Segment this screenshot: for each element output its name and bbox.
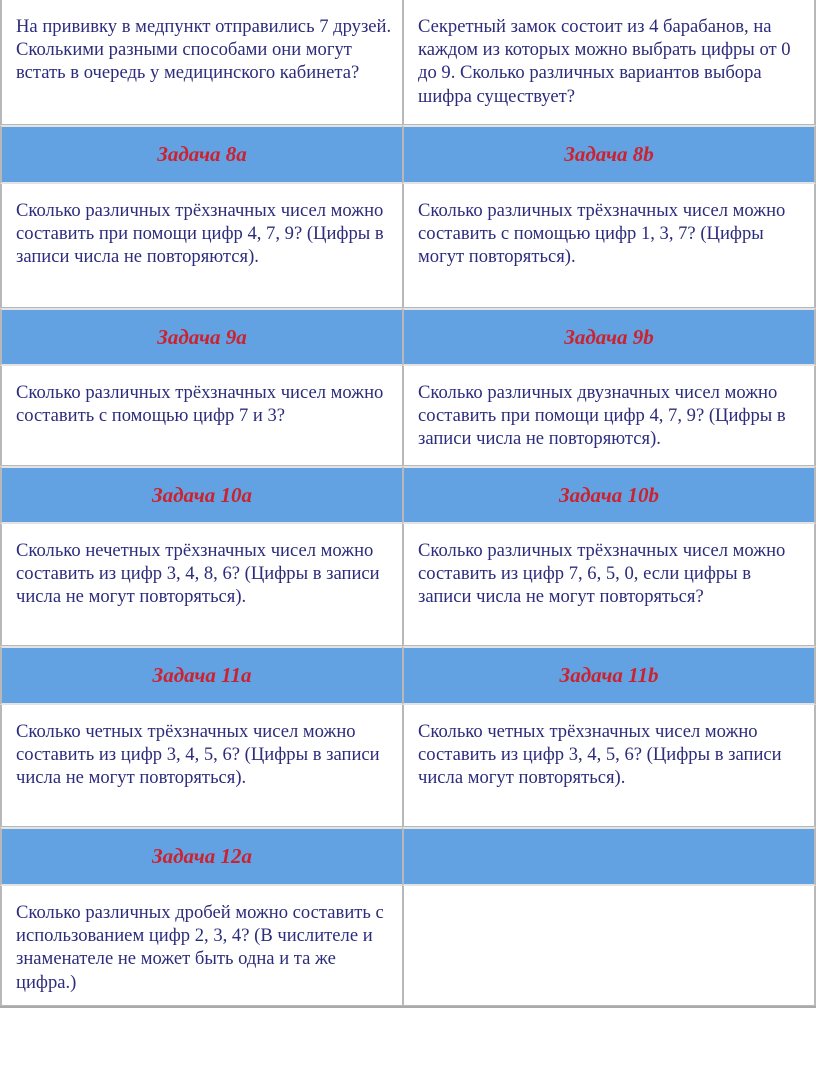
text-row-11: [0, 705, 816, 827]
header-row-9: [0, 308, 816, 366]
task-text-cell: Сколько четных трёхзначных чисел можно составить из цифр 3, 4, 5, 6? (Цифры в записи числа могут повторяться).: [402, 705, 816, 827]
task-header-8b: Задача 8b: [402, 125, 816, 184]
task-header-10b: Задача 10b: [402, 466, 816, 524]
task-header-10a: Задача 10a: [0, 466, 402, 524]
header-row-10: [0, 466, 816, 524]
task-text-cell: Сколько различных двузначных чисел можно составить при помощи цифр 4, 7, 9? (Цифры в записи числа не повторяются).: [402, 366, 816, 466]
task-text-cell: Сколько различных дробей можно составить с использованием цифр 2, 3, 4? (В числителе и знаменателе не может быть одна и та же цифра.): [0, 886, 402, 1006]
task-header-empty: [402, 827, 816, 886]
task-header-11a: Задача 11a: [0, 646, 402, 705]
task-text-cell: Сколько четных трёхзначных чисел можно составить из цифр 3, 4, 5, 6? (Цифры в записи числа не могут повторяться).: [0, 705, 402, 827]
task-header-9b: Задача 9b: [402, 308, 816, 366]
text-row-9: [0, 366, 816, 466]
task-text-cell: Сколько различных трёхзначных чисел можно составить при помощи цифр 4, 7, 9? (Цифры в записи числа не повторяются).: [0, 184, 402, 308]
task-text-cell: На прививку в медпункт отправились 7 друзей. Сколькими разными способами они могут встать в очередь у медицинского кабинета?: [0, 0, 402, 125]
task-header-9a: Задача 9a: [0, 308, 402, 366]
text-row-12: [0, 886, 816, 1006]
header-row-11: [0, 646, 816, 705]
header-row-12: [0, 827, 816, 886]
text-row-10: [0, 524, 816, 646]
header-row-8: [0, 125, 816, 184]
empty-cell: [402, 886, 816, 1006]
task-text-cell: Секретный замок состоит из 4 барабанов, на каждом из которых можно выбрать цифры от 0 до 9. Сколько различных вариантов выбора шифра существует?: [402, 0, 816, 125]
task-header-12a: Задача 12a: [0, 827, 402, 886]
task-header-11b: Задача 11b: [402, 646, 816, 705]
text-row-1: [0, 0, 816, 125]
task-text-cell: Сколько различных трёхзначных чисел можно составить с помощью цифр 7 и 3?: [0, 366, 402, 466]
task-text-cell: Сколько различных трёхзначных чисел можно составить из цифр 7, 6, 5, 0, если цифры в записи числа не могут повторяться?: [402, 524, 816, 646]
task-text-cell: Сколько нечетных трёхзначных чисел можно составить из цифр 3, 4, 8, 6? (Цифры в записи числа не могут повторяться).: [0, 524, 402, 646]
task-text-cell: Сколько различных трёхзначных чисел можно составить с помощью цифр 1, 3, 7? (Цифры могут повторяться).: [402, 184, 816, 308]
task-header-8a: Задача 8a: [0, 125, 402, 184]
text-row-8: [0, 184, 816, 308]
